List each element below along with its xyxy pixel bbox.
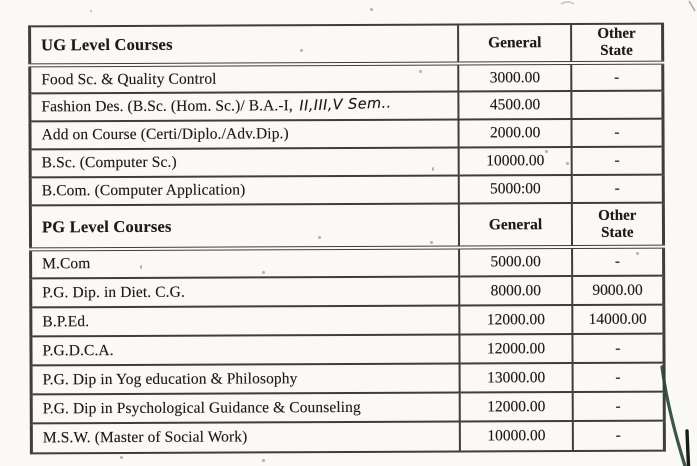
course-cell: Add on Course (Certi/Diplo./Adv.Dip.): [30, 120, 459, 150]
table-row: [30, 119, 663, 150]
course-cell: M.Com: [31, 248, 460, 279]
other-state-fee-cell: -: [572, 363, 664, 392]
general-fee-cell: 8000.00: [460, 276, 572, 305]
pg-general-column-header: General: [459, 203, 571, 247]
other-state-fee-cell: -: [571, 147, 663, 175]
table-row: [31, 334, 664, 366]
general-fee-cell: 13000.00: [460, 363, 572, 392]
scan-artifact-mark: [561, 2, 574, 4]
table-row: [30, 147, 663, 178]
general-fee-cell: 10000.00: [459, 147, 571, 175]
table-row: [30, 175, 663, 206]
course-cell: [30, 92, 459, 122]
table-row: [31, 305, 664, 337]
other-state-fee-cell: 9000.00: [572, 276, 664, 305]
general-fee-cell: 5000.00: [460, 247, 572, 276]
black-pen-stroke: [687, 431, 689, 466]
course-cell: Food Sc. & Quality Control: [30, 64, 459, 94]
other-state-line2: State: [601, 224, 634, 241]
other-state-line2: State: [600, 42, 633, 59]
other-state-fee-cell: [571, 91, 663, 119]
general-fee-cell: 12000.00: [460, 392, 572, 421]
course-printed-text: Fashion Des. (B.Sc. (Hom. Sc.)/ B.A.-I,: [41, 97, 293, 116]
course-cell: P.G. Dip. in Diet. C.G.: [31, 277, 460, 308]
pg-other-state-column-header: [572, 203, 664, 247]
pg-section-title: PG Level Courses: [30, 204, 459, 250]
course-cell: P.G. Dip in Psychological Guidance & Counseling: [31, 393, 460, 424]
other-state-fee-cell: -: [572, 392, 664, 421]
course-cell: P.G. Dip in Yog education & Philosophy: [31, 364, 460, 395]
table-row: [30, 63, 663, 94]
other-state-fee-cell: -: [571, 119, 663, 147]
ug-section-title: UG Level Courses: [30, 25, 459, 66]
general-fee-cell: 12000.00: [460, 334, 572, 363]
other-state-fee-cell: -: [571, 63, 663, 91]
course-cell: M.S.W. (Master of Social Work): [31, 422, 460, 454]
general-fee-cell: 4500.00: [459, 91, 571, 119]
scan-speck: [262, 459, 265, 462]
ug-other-state-column-header: [571, 24, 663, 63]
scan-speck: [120, 456, 123, 459]
other-state-fee-cell: -: [572, 334, 664, 363]
table-row: [31, 363, 664, 395]
other-state-fee-cell: 14000.00: [572, 305, 664, 334]
scan-artifact-mark: [689, 1, 695, 11]
ug-header-row: [30, 24, 663, 66]
ug-general-column-header: General: [459, 24, 571, 63]
table-row: [30, 91, 663, 122]
scan-speck: [90, 10, 92, 12]
general-fee-cell: 5000:00: [459, 175, 571, 203]
other-state-line1: Other: [598, 207, 637, 224]
course-cell: B.P.Ed.: [31, 306, 460, 337]
other-state-fee-cell: -: [573, 421, 665, 451]
course-handwritten-text: II,III,V Sem..: [299, 95, 393, 115]
table-row: [31, 392, 664, 424]
other-state-fee-cell: -: [571, 175, 663, 203]
general-fee-cell: 12000.00: [460, 305, 572, 334]
course-cell: B.Sc. (Computer Sc.): [30, 148, 459, 178]
fee-table: [28, 23, 666, 455]
pg-header-row: [30, 203, 663, 250]
table-row: [31, 276, 664, 308]
table-row: [31, 247, 664, 279]
course-cell: B.Com. (Computer Application): [30, 176, 459, 206]
scan-speck: [370, 8, 373, 11]
table-row: [31, 421, 664, 454]
general-fee-cell: 2000.00: [459, 119, 571, 147]
general-fee-cell: 3000.00: [459, 63, 571, 91]
course-cell: P.G.D.C.A.: [31, 335, 460, 366]
other-state-fee-cell: -: [572, 247, 664, 276]
general-fee-cell: 10000.00: [460, 421, 572, 451]
other-state-line1: Other: [597, 25, 636, 43]
